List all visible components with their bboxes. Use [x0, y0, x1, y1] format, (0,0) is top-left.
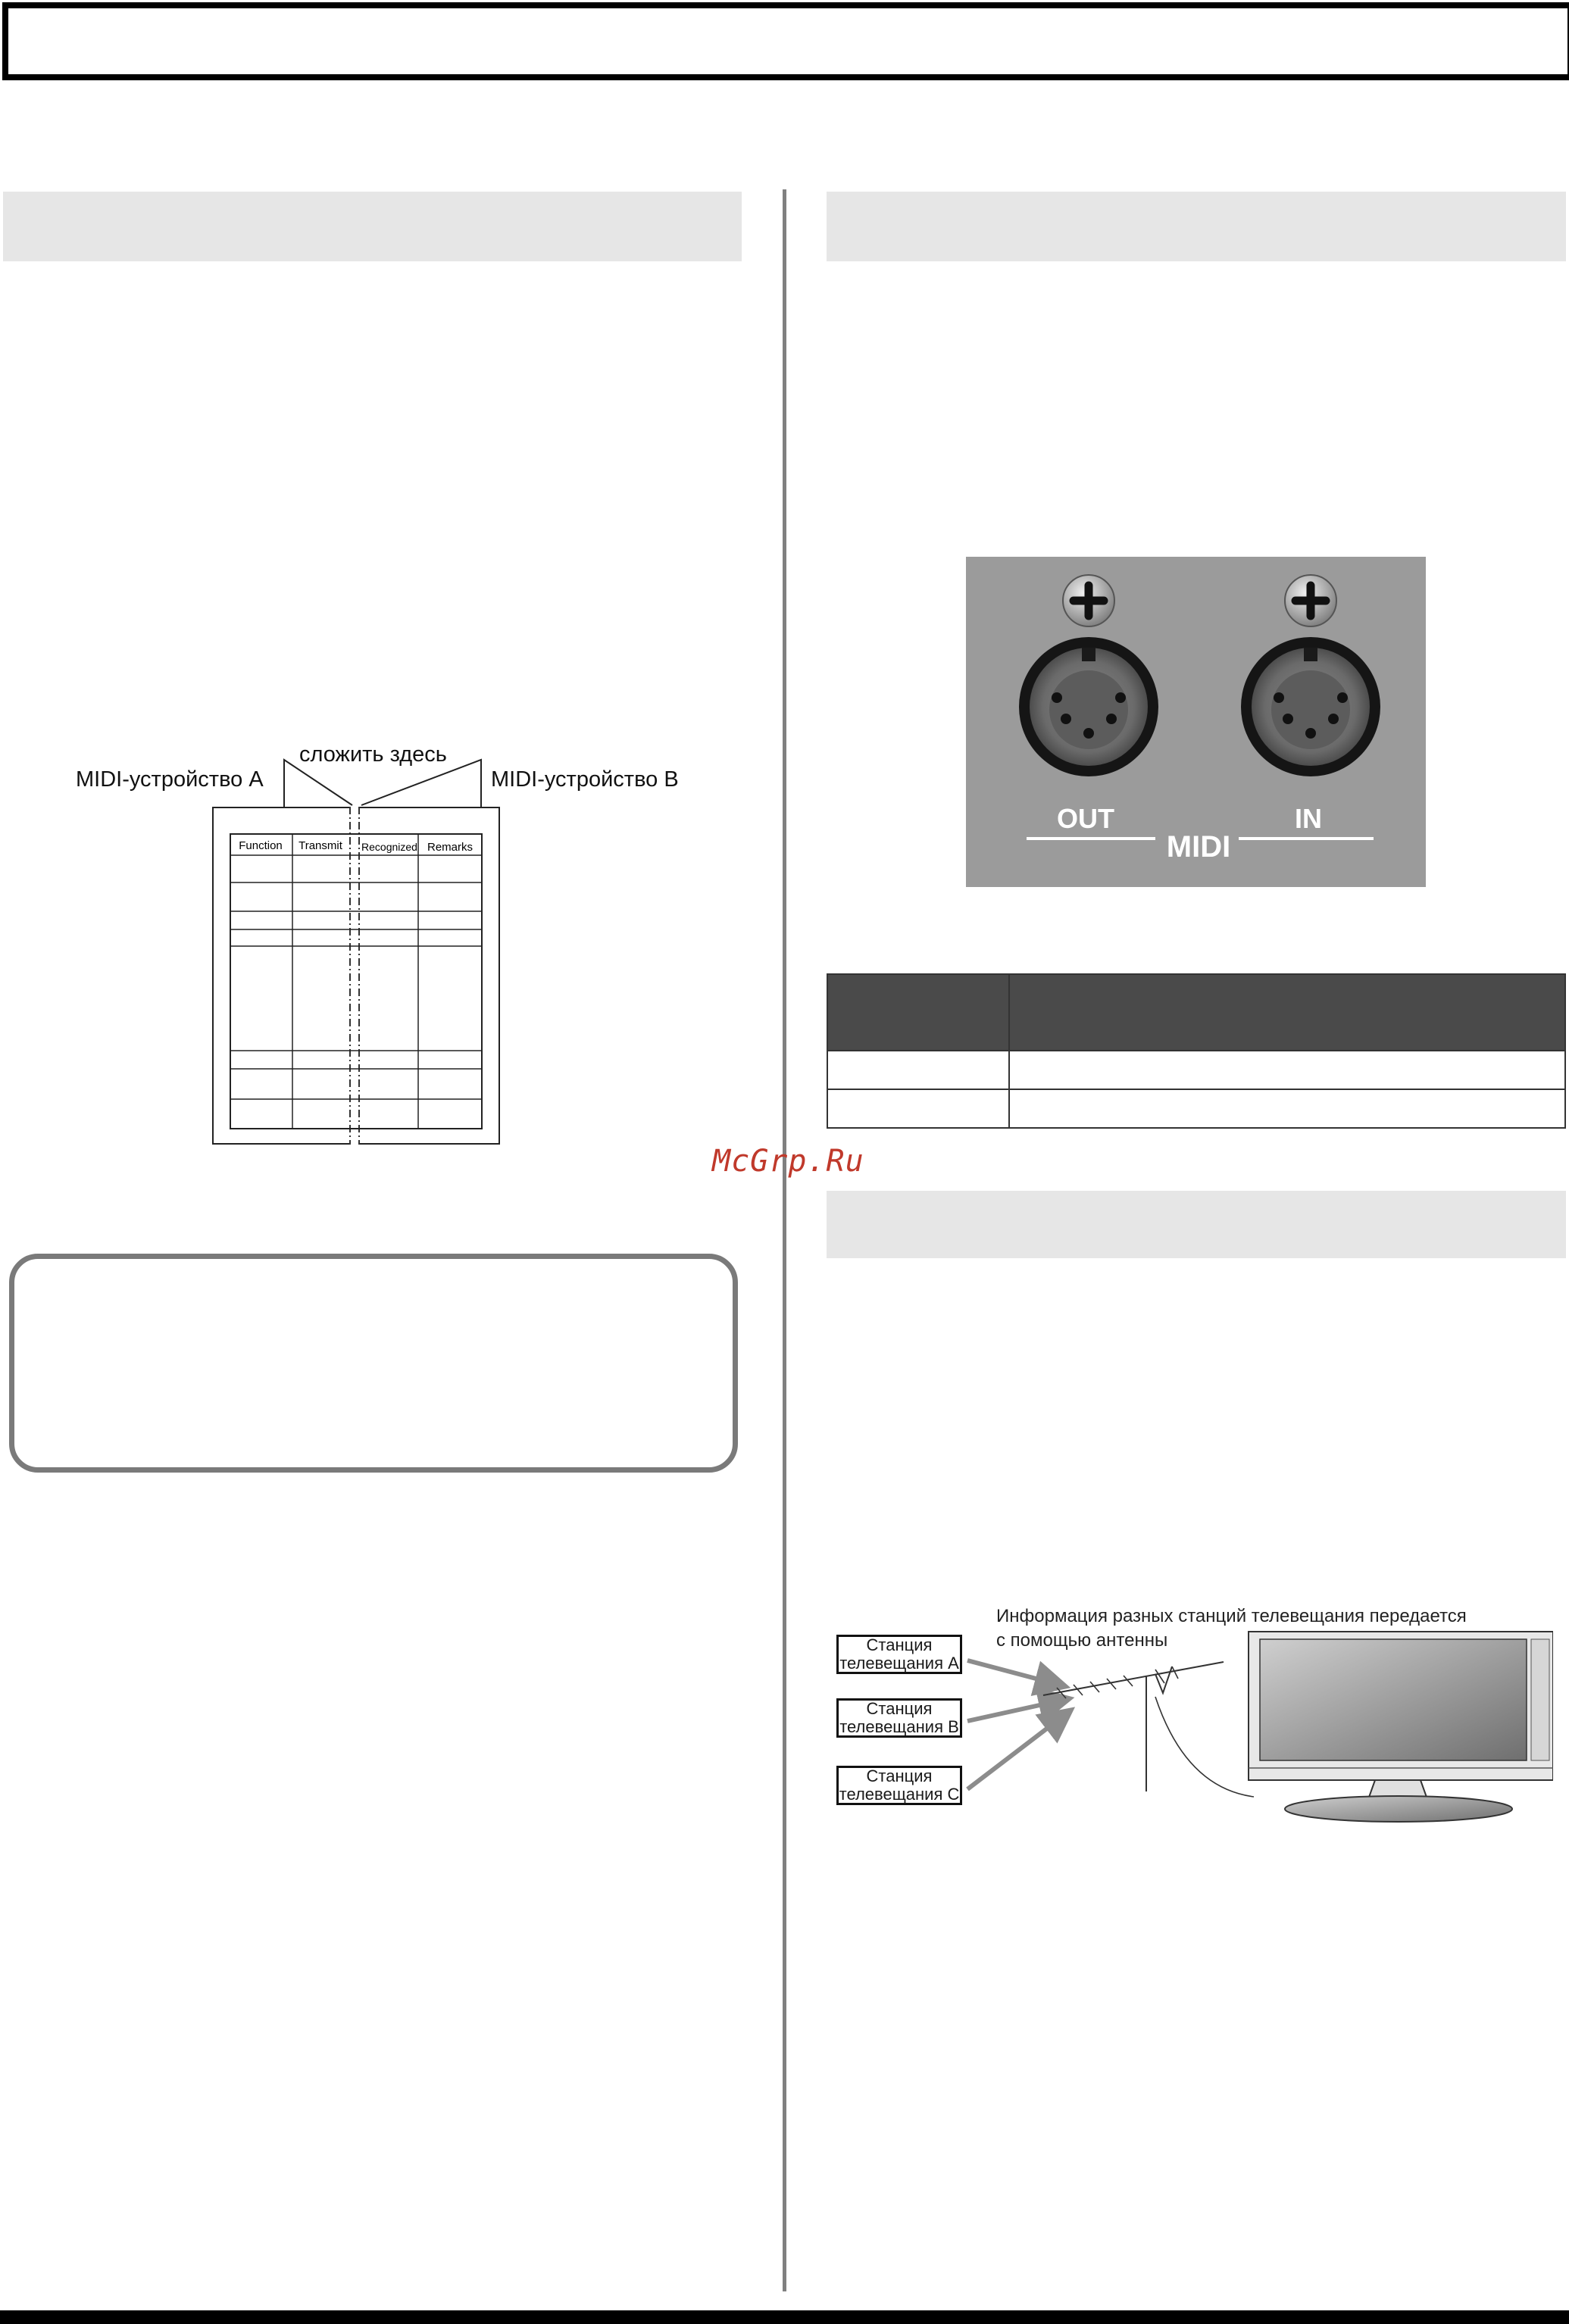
table-header-remarks: Remarks [427, 841, 474, 854]
footer-bar [0, 2310, 1569, 2324]
implementation-chart-sheet [212, 807, 500, 1145]
midi-connector-panel [966, 557, 1426, 887]
station-c-box: Станция телевещания C [836, 1766, 962, 1805]
section-band-right-middle [827, 1191, 1566, 1258]
header-frame [2, 2, 1569, 80]
table-row [827, 1051, 1565, 1089]
section-band-right-top [827, 192, 1566, 261]
section-band-left-top [3, 192, 742, 261]
fold-lines [280, 754, 485, 814]
station-a-box: Станция телевещания A [836, 1635, 962, 1674]
midi-info-table [827, 973, 1566, 1129]
tv-broadcast-diagram [830, 1598, 1553, 1863]
fold-label: сложить здесь [299, 742, 447, 767]
midi-in-label: IN [1295, 803, 1322, 834]
device-a-label: MIDI-устройство A [76, 767, 264, 792]
broadcast-caption-line2: с помощью антенны [996, 1630, 1168, 1651]
note-box [9, 1254, 738, 1473]
table-row [827, 1089, 1565, 1128]
table-header-cell [1009, 974, 1565, 1051]
television [1249, 1632, 1553, 1822]
broadcast-caption-line1: Информация разных станций телевещания передается [996, 1606, 1467, 1626]
table-header-cell [827, 974, 1009, 1051]
midi-out-label: OUT [1057, 803, 1114, 834]
column-divider [783, 189, 786, 2291]
table-header-transmit: Transmit [298, 839, 342, 852]
antenna-and-tv-drawing [830, 1598, 1553, 1863]
device-b-label: MIDI-устройство B [491, 767, 679, 792]
watermark: McGrp.Ru [712, 1144, 864, 1179]
antenna [1043, 1662, 1254, 1797]
signal-arrows [967, 1660, 1061, 1789]
station-b-box: Станция телевещания B [836, 1698, 962, 1738]
table-header-recognized: Recognized [361, 841, 417, 853]
midi-label: MIDI [1166, 830, 1231, 864]
table-header-function: Function [239, 839, 283, 852]
